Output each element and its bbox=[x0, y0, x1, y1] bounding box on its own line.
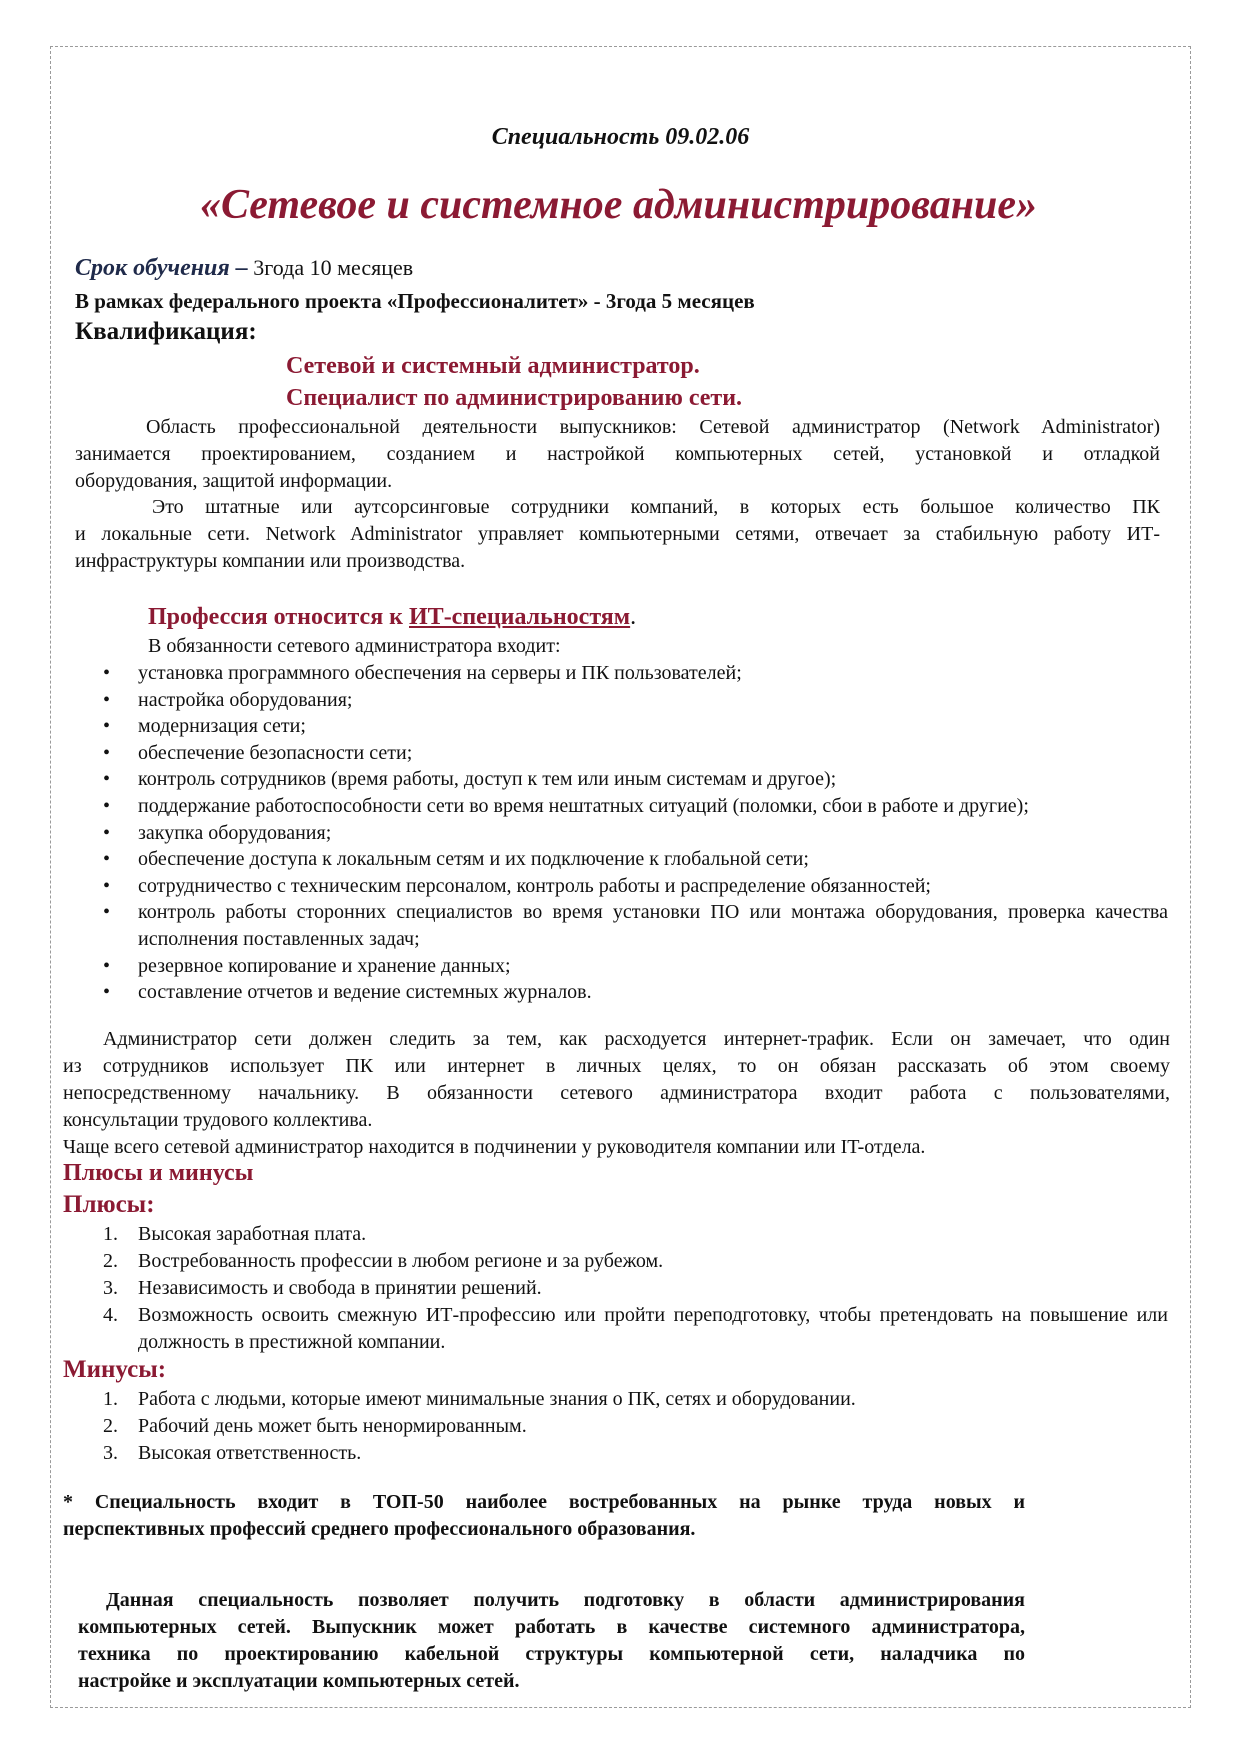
paragraph-line: инфраструктуры компании или производства. bbox=[75, 550, 466, 572]
list-item: • сотрудничество с техническим персоналом, контроль работы и распределение обязанностей; bbox=[138, 873, 1168, 900]
paragraph-line: Чаще всего сетевой администратор находится в подчинении у руководителя компании или IT-отдела. bbox=[63, 1136, 926, 1158]
paragraph-line: техника по проектированию кабельной структуры компьютерной сети, наладчика по bbox=[78, 1643, 1025, 1665]
list-item: • поддержание работоспособности сети во время нештатных ситуаций (поломки, сбои в работе и другие); bbox=[138, 793, 1168, 820]
cons-list bbox=[103, 1386, 1168, 1467]
final-paragraph bbox=[78, 1587, 1025, 1695]
list-item: • установка программного обеспечения на серверы и ПК пользователей; bbox=[138, 660, 1168, 687]
list-item: 3. Высокая ответственность. bbox=[103, 1442, 362, 1464]
paragraph-line: Область профессиональной деятельности выпускников: Сетевой администратор (Network Administrator) bbox=[146, 416, 1160, 438]
list-item: 1. Работа с людьми, которые имеют минимальные знания о ПК, сетях и оборудовании. bbox=[103, 1388, 856, 1410]
page-title: «Сетевое и системное администрирование» bbox=[200, 182, 1038, 228]
top50-note bbox=[63, 1489, 1025, 1543]
specialty-code: Специальность 09.02.06 bbox=[491, 124, 750, 150]
federal-project-line: В рамках федерального проекта «Профессионалитет» - 3года 5 месяцев bbox=[75, 289, 755, 313]
duration-value: 3года 10 месяцев bbox=[247, 255, 414, 280]
paragraph-line: Это штатные или аутсорсинговые сотрудники компаний, в которых есть большое количество ПК bbox=[152, 496, 1160, 518]
bullet-icon: • bbox=[103, 794, 111, 817]
note-line: * Специальность входит в ТОП-50 наиболее востребованных на рынке труда новых и bbox=[63, 1491, 1025, 1513]
note-line: перспективных профессий среднего профессионального образования. bbox=[63, 1518, 696, 1540]
list-item: 4. Возможность освоить смежную ИТ-профессию или пройти переподготовку, чтобы претендовать на повышение или должность в престижной компании. bbox=[103, 1304, 1168, 1353]
duration-line bbox=[75, 254, 413, 282]
bullet-icon: • bbox=[103, 768, 111, 791]
paragraph-line: компьютерных сетей. Выпускник может работать в качестве системного администратора, bbox=[78, 1616, 1025, 1638]
list-item: • модернизация сети; bbox=[138, 713, 1168, 740]
qualification-item: Специалист по администрированию сети. bbox=[286, 385, 743, 411]
paragraph-line: консультации трудового коллектива. bbox=[63, 1109, 373, 1131]
profession-prefix: Профессия относится к bbox=[148, 604, 410, 630]
paragraph-line: занимается проектированием, созданием и настройкой компьютерных сетей, установкой и отладкой bbox=[75, 443, 1160, 465]
list-item: 2. Востребованность профессии в любом регионе и за рубежом. bbox=[103, 1250, 664, 1272]
bullet-icon: • bbox=[103, 848, 111, 871]
list-item: • настройка оборудования; bbox=[138, 687, 1168, 714]
it-specialties-link[interactable]: ИТ-специальностям bbox=[409, 604, 631, 630]
duties-list bbox=[103, 660, 1168, 1006]
paragraph-line: и локальные сети. Network Administrator управляет компьютерными сетями, отвечает за стабильную работу ИТ- bbox=[75, 523, 1160, 545]
list-item: • контроль работы сторонних специалистов во время установки ПО или монтажа оборудования, проверка качества исполнения поставленных задач; bbox=[103, 901, 1168, 950]
qualification-item: Сетевой и системный администратор. bbox=[286, 353, 700, 379]
paragraph-admin bbox=[63, 1026, 1170, 1161]
bullet-icon: • bbox=[103, 981, 111, 1004]
list-item: 2. Рабочий день может быть ненормированным. bbox=[103, 1415, 527, 1437]
bullet-icon: • bbox=[103, 874, 111, 897]
pros-heading: Плюсы: bbox=[63, 1191, 155, 1218]
list-item: • обеспечение доступа к локальным сетям и их подключение к глобальной сети; bbox=[138, 846, 1168, 873]
bullet-icon: • bbox=[103, 715, 111, 738]
list-item: • резервное копирование и хранение данных; bbox=[138, 953, 1168, 980]
paragraph-line: из сотрудников использует ПК или интернет в личных целях, то он обязан рассказать об этом своему bbox=[63, 1055, 1170, 1077]
paragraph-line: настройке и эксплуатации компьютерных сетей. bbox=[78, 1670, 520, 1692]
paragraph-line: оборудования, защитой информации. bbox=[75, 470, 393, 492]
paragraph-staff bbox=[75, 494, 1160, 575]
duties-intro: В обязанности сетевого администратора входит: bbox=[148, 635, 561, 657]
list-item: • контроль сотрудников (время работы, доступ к тем или иным системам и другое); bbox=[138, 766, 1168, 793]
paragraph-line: Данная специальность позволяет получить подготовку в области администрирования bbox=[106, 1589, 1025, 1611]
bullet-icon: • bbox=[103, 954, 111, 977]
cons-heading: Минусы: bbox=[63, 1356, 167, 1383]
list-item: 1. Высокая заработная плата. bbox=[103, 1223, 367, 1245]
bullet-icon: • bbox=[103, 662, 111, 684]
pros-list bbox=[103, 1221, 1168, 1356]
bullet-icon: • bbox=[103, 688, 111, 711]
profession-heading bbox=[148, 601, 636, 633]
bullet-icon: • bbox=[103, 741, 111, 764]
paragraph-line: непосредственному начальнику. В обязанности сетевого администратора входит работа с пользователями, bbox=[63, 1082, 1170, 1104]
bullet-icon: • bbox=[103, 901, 111, 924]
duration-label: Срок обучения – bbox=[75, 255, 248, 281]
paragraph-line: Администратор сети должен следить за тем, как расходуется интернет-трафик. Если он замечает, что один bbox=[103, 1028, 1170, 1050]
list-item: • закупка оборудования; bbox=[138, 820, 1168, 847]
qualification-heading: Квалификация: bbox=[75, 318, 257, 345]
profession-suffix: . bbox=[630, 604, 637, 630]
paragraph-activity bbox=[75, 414, 1160, 495]
list-item: • составление отчетов и ведение системных журналов. bbox=[138, 979, 1168, 1006]
list-item: • обеспечение безопасности сети; bbox=[138, 740, 1168, 767]
list-item: 3. Независимость и свобода в принятии решений. bbox=[103, 1277, 542, 1299]
pros-cons-heading: Плюсы и минусы bbox=[63, 1160, 254, 1186]
bullet-icon: • bbox=[103, 821, 111, 844]
